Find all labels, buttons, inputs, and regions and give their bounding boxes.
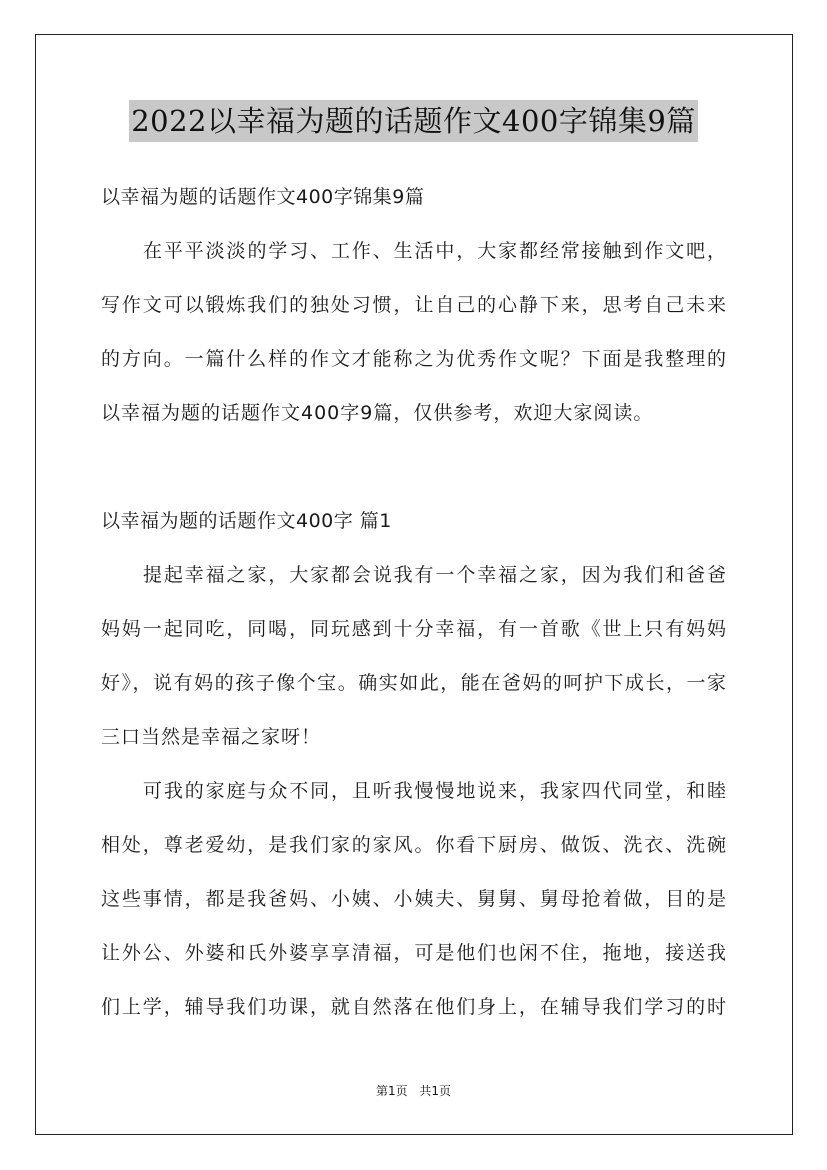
document-body (101, 170, 727, 1034)
paragraph-line: 相处，尊老爱幼，是我们家的家风。你看下厨房、做饭、洗衣、洗碗 (101, 834, 727, 856)
intro-line: 以幸福为题的话题作文400字9篇，仅供参考，欢迎大家阅读。 (101, 402, 654, 424)
paragraph-line: 提起幸福之家，大家都会说我有一个幸福之家，因为我们和爸爸 (143, 564, 727, 586)
paragraph-line: 们上学，辅导我们功课，就自然落在他们身上，在辅导我们学习的时 (101, 996, 727, 1018)
paragraph-line: 好》，说有妈的孩子像个宝。确实如此，能在爸妈的呵护下成长，一家 (101, 672, 727, 694)
page-footer (0, 1082, 827, 1099)
paragraph-line: 这些事情，都是我爸妈、小姨、小姨夫、舅舅、舅母抢着做，目的是 (101, 888, 727, 910)
document-title: 2022以幸福为题的话题作文400字锦集9篇 (129, 100, 698, 142)
intro-line: 在平平淡淡的学习、工作、生活中，大家都经常接触到作文吧， (143, 240, 727, 262)
paragraph-line: 三口当然是幸福之家呀！ (101, 726, 322, 748)
page-number: 第1页 (375, 1084, 408, 1098)
paragraph-line: 妈妈一起同吃，同喝，同玩感到十分幸福，有一首歌《世上只有妈妈 (101, 618, 727, 640)
intro-line: 的方向。一篇什么样的作文才能称之为优秀作文呢？下面是我整理的 (101, 348, 727, 370)
document-subtitle: 以幸福为题的话题作文400字锦集9篇 (101, 186, 425, 208)
intro-line: 写作文可以锻炼我们的独处习惯，让自己的心静下来，思考自己未来 (101, 294, 727, 316)
section-heading: 以幸福为题的话题作文400字 篇1 (101, 510, 392, 532)
blank-line (101, 440, 727, 494)
title-area (0, 100, 827, 142)
paragraph-line: 让外公、外婆和氏外婆享享清福，可是他们也闲不住，拖地，接送我 (101, 942, 727, 964)
paragraph-line: 可我的家庭与众不同，且听我慢慢地说来，我家四代同堂，和睦 (143, 780, 727, 802)
page-total: 共1页 (419, 1084, 452, 1098)
